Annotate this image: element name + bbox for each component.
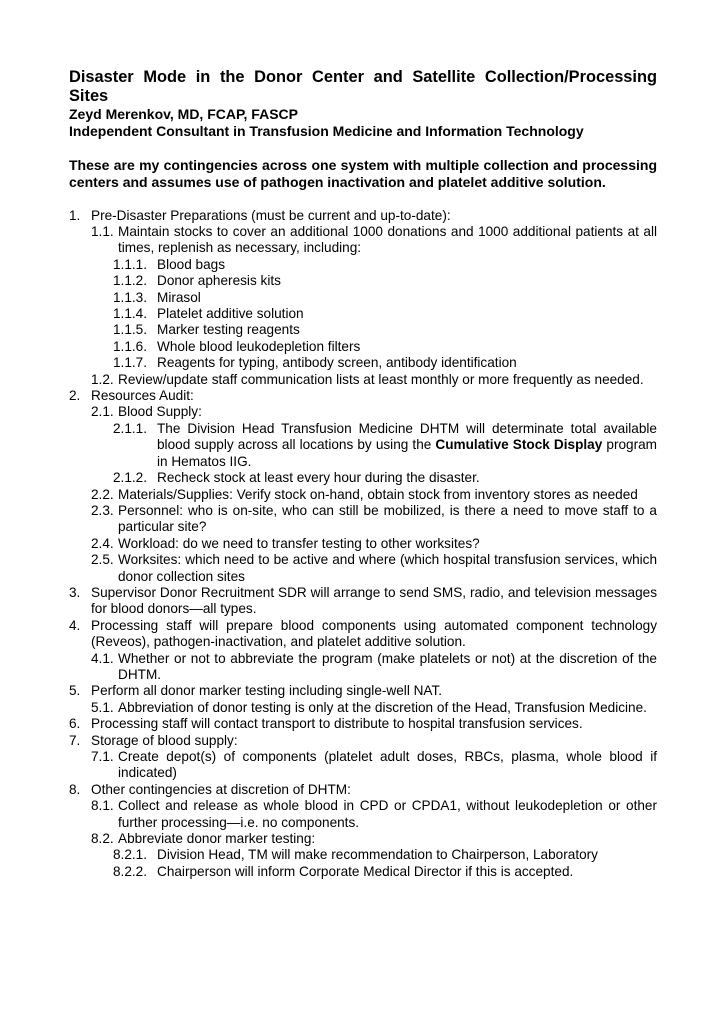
item-number: 4. <box>69 617 81 633</box>
list-item <box>69 552 657 585</box>
item-number: 8.2.2. <box>113 863 148 879</box>
list-item <box>69 404 657 420</box>
item-number: 2.1.2. <box>113 470 148 486</box>
item-text: Abbreviate donor marker testing: <box>118 831 316 847</box>
list-item <box>69 798 657 831</box>
item-number: 1.1.4. <box>113 306 148 322</box>
list-item <box>69 224 657 257</box>
item-text: The Division Head Transfusion Medicine DHTM will determinate total available blood supply across all locations by using the Cumulative Stock Display program in Hematos IIG. <box>157 420 658 469</box>
item-text: Personnel: who is on-site, who can still be mobilized, is there a need to move staff to a particular site? <box>118 502 657 535</box>
item-number: 6. <box>69 716 81 732</box>
list-item <box>69 257 657 273</box>
item-text: Resources Audit: <box>91 388 194 404</box>
item-number: 1.1.3. <box>113 289 148 305</box>
item-text: Supervisor Donor Recruitment SDR will arrange to send SMS, radio, and television messages for blood donors—all types. <box>91 584 657 617</box>
item-number: 2.1.1. <box>113 420 148 436</box>
item-text: Mirasol <box>157 289 201 305</box>
intro-paragraph: These are my contingencies across one system with multiple collection and processing centers and assumes use of pathogen inactivation and platelet additive solution. <box>69 157 657 191</box>
item-number: 1.1.2. <box>113 273 148 289</box>
list-item <box>69 208 657 224</box>
list-item <box>69 733 657 749</box>
item-text: Whole blood leukodepletion filters <box>157 338 361 354</box>
item-number: 2. <box>69 388 81 404</box>
document-page <box>69 68 657 880</box>
item-number: 2.4. <box>91 535 114 551</box>
item-number: 1.1. <box>91 224 114 239</box>
item-number: 2.3. <box>91 502 114 518</box>
item-number: 1. <box>69 207 81 223</box>
item-text: Workload: do we need to transfer testing to other worksites? <box>118 535 480 551</box>
list-item <box>69 847 657 863</box>
list-item <box>69 536 657 552</box>
item-text: Recheck stock at least every hour during the disaster. <box>157 470 480 486</box>
list-item <box>69 585 657 618</box>
list-item <box>69 749 657 782</box>
item-text: Create depot(s) of components (platelet adult doses, RBCs, plasma, whole blood if indicated) <box>118 749 657 781</box>
item-number: 7.1. <box>91 749 114 764</box>
item-text: Storage of blood supply: <box>91 732 238 748</box>
item-number: 8.2.1. <box>113 847 148 863</box>
item-text: Division Head, TM will make recommendation to Chairperson, Laboratory <box>157 847 598 863</box>
list-item <box>69 306 657 322</box>
contingency-list <box>69 208 657 881</box>
item-number: 7. <box>69 732 81 748</box>
list-item <box>69 700 657 716</box>
list-item <box>69 503 657 536</box>
list-item <box>69 864 657 880</box>
item-text: Maintain stocks to cover an additional 1000 donations and 1000 additional patients at all times, replenish as necessary, including: <box>118 224 657 256</box>
list-item <box>69 716 657 732</box>
list-item <box>69 273 657 289</box>
item-text: Platelet additive solution <box>157 306 304 322</box>
item-text: Review/update staff communication lists at least monthly or more frequently as needed. <box>118 371 644 387</box>
list-item <box>69 290 657 306</box>
item-text: Abbreviation of donor testing is only at the discretion of the Head, Transfusion Medicine. <box>118 699 647 715</box>
list-item <box>69 683 657 699</box>
item-number: 1.1.6. <box>113 338 148 354</box>
list-item <box>69 470 657 486</box>
item-number: 4.1. <box>91 650 114 666</box>
item-text: Processing staff will prepare blood components using automated component technology (Reveos), pathogen-inactivation, and platelet additive solution. <box>91 617 657 650</box>
list-item <box>69 487 657 503</box>
item-text: Marker testing reagents <box>157 322 300 338</box>
item-text: Whether or not to abbreviate the program (make platelets or not) at the discretion of the DHTM. <box>118 650 657 682</box>
item-number: 1.1.1. <box>113 256 148 272</box>
item-number: 2.1. <box>91 404 114 420</box>
item-text: Other contingencies at discretion of DHTM: <box>91 781 351 797</box>
item-number: 5.1. <box>91 699 114 715</box>
author-name: Zeyd Merenkov, MD, FCAP, FASCP <box>69 106 298 122</box>
item-text: Blood bags <box>157 256 226 272</box>
item-text: Collect and release as whole blood in CPD or CPDA1, without leukodepletion or other further processing—i.e. no components. <box>118 798 657 830</box>
item-number: 8. <box>69 781 81 797</box>
item-number: 2.2. <box>91 486 114 502</box>
list-item <box>69 651 657 684</box>
program-name: Cumulative Stock Display <box>435 437 603 453</box>
item-text: Donor apheresis kits <box>157 273 281 289</box>
list-item <box>69 831 657 847</box>
item-text: Perform all donor marker testing including single-well NAT. <box>91 683 443 699</box>
item-text: Materials/Supplies: Verify stock on-hand, obtain stock from inventory stores as needed <box>118 486 638 502</box>
list-item <box>69 421 657 470</box>
item-number: 1.2. <box>91 371 114 387</box>
item-number: 2.5. <box>91 552 114 568</box>
item-text: Worksites: which need to be active and where (which hospital transfusion services, which donor collection sites <box>118 552 657 584</box>
item-text: Blood Supply: <box>118 404 202 420</box>
item-text: Processing staff will contact transport to distribute to hospital transfusion services. <box>91 716 583 732</box>
item-text: Chairperson will inform Corporate Medical Director if this is accepted. <box>157 863 574 879</box>
item-number: 8.1. <box>91 798 114 814</box>
list-item <box>69 372 657 388</box>
list-item <box>69 322 657 338</box>
item-number: 5. <box>69 683 81 699</box>
list-item <box>69 782 657 798</box>
item-number: 1.1.7. <box>113 355 148 371</box>
item-text: Pre-Disaster Preparations (must be current and up-to-date): <box>91 207 451 223</box>
list-item <box>69 355 657 371</box>
item-text: Reagents for typing, antibody screen, antibody identification <box>157 355 517 371</box>
list-item <box>69 618 657 651</box>
author-affiliation: Independent Consultant in Transfusion Medicine and Information Technology <box>69 123 584 139</box>
list-item <box>69 339 657 355</box>
item-number: 3. <box>69 584 81 600</box>
document-title: Disaster Mode in the Donor Center and Satellite Collection/Processing Sites <box>69 68 657 105</box>
list-item <box>69 388 657 404</box>
item-number: 1.1.5. <box>113 322 148 338</box>
item-number: 8.2. <box>91 831 114 847</box>
